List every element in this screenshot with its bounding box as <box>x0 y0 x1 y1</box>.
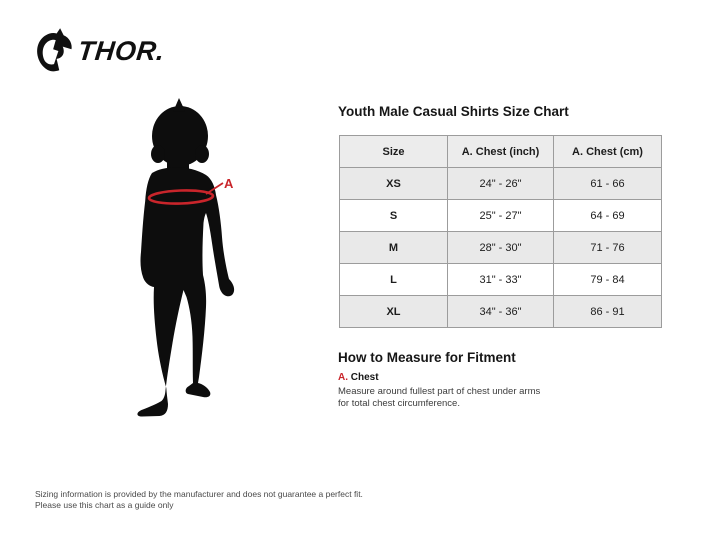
chest-inch-value: 24" - 26" <box>448 168 554 200</box>
chest-cm-value: 86 - 91 <box>554 296 662 328</box>
chest-cm-value: 61 - 66 <box>554 168 662 200</box>
youth-silhouette <box>137 98 234 417</box>
measure-label <box>338 372 553 383</box>
size-value: S <box>340 200 448 232</box>
chest-cm-value: 64 - 69 <box>554 200 662 232</box>
size-value: M <box>340 232 448 264</box>
how-to-measure-title: How to Measure for Fitment <box>338 350 516 365</box>
chest-inch-value: 25" - 27" <box>448 200 554 232</box>
size-chart-title: Youth Male Casual Shirts Size Chart <box>338 104 569 119</box>
sizing-disclaimer <box>35 489 363 511</box>
size-value: XL <box>340 296 448 328</box>
disclaimer-line-1: Sizing information is provided by the manufacturer and does not guarantee a perfect fit. <box>35 489 363 499</box>
thor-ram-icon <box>33 28 75 74</box>
size-value: L <box>340 264 448 296</box>
brand-logo-text: THOR. <box>76 35 167 66</box>
measurement-label-a: A <box>224 176 234 191</box>
chest-inch-value: 34" - 36" <box>448 296 554 328</box>
chest-inch-value: 31" - 33" <box>448 264 554 296</box>
measure-description: Measure around fullest part of chest under arms for total chest circumference. <box>338 386 541 409</box>
table-header-row <box>340 136 662 168</box>
column-header-inch: A. Chest (inch) <box>448 136 554 168</box>
table-row <box>340 168 662 200</box>
measure-name: Chest <box>350 372 379 383</box>
chest-inch-value: 28" - 30" <box>448 232 554 264</box>
brand-logo <box>33 28 165 74</box>
measure-key: A. <box>338 372 348 383</box>
size-value: XS <box>340 168 448 200</box>
column-header-cm: A. Chest (cm) <box>554 136 662 168</box>
size-chart-table <box>339 135 662 328</box>
chest-cm-value: 71 - 76 <box>554 232 662 264</box>
chest-cm-value: 79 - 84 <box>554 264 662 296</box>
measure-item-chest <box>338 372 553 410</box>
disclaimer-line-2: Please use this chart as a guide only <box>35 500 174 510</box>
table-row <box>340 296 662 328</box>
measurement-figure <box>90 85 320 435</box>
table-row <box>340 264 662 296</box>
table-row <box>340 200 662 232</box>
column-header-size: Size <box>340 136 448 168</box>
table-row <box>340 232 662 264</box>
